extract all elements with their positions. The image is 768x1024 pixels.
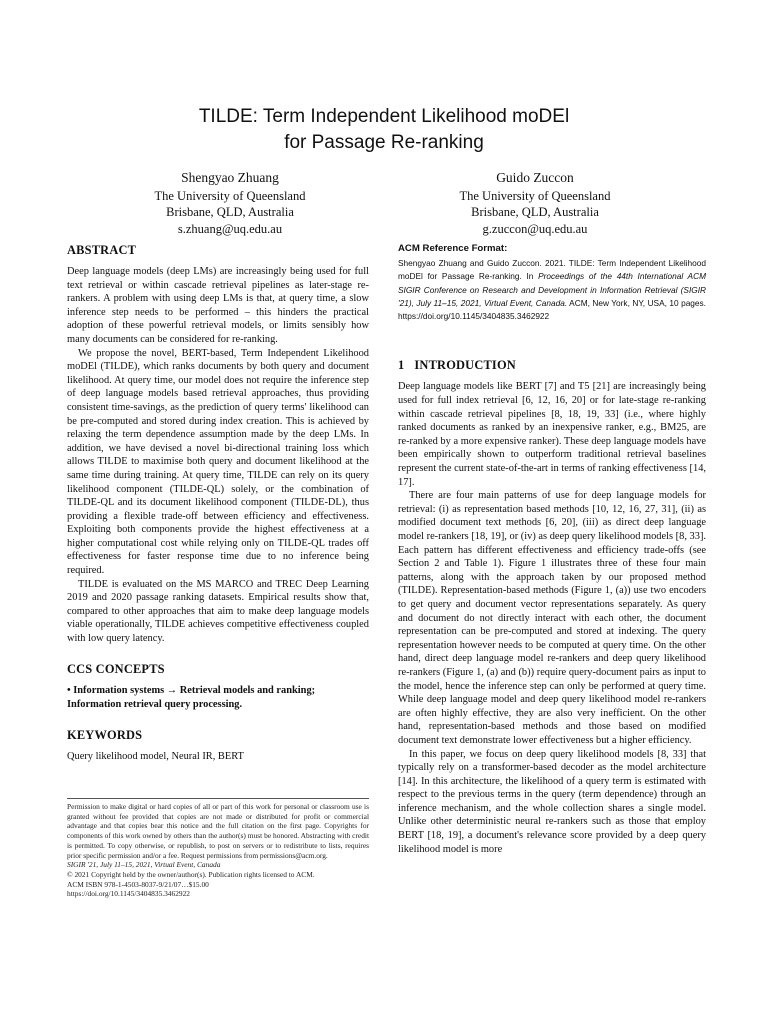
footnote-rule (67, 798, 369, 799)
keywords-text: Query likelihood model, Neural IR, BERT (67, 750, 244, 762)
introduction-paragraph-3: In this paper, we focus on deep query likelihood models [8, 33] that typically rely on a transformer-based decoder as the model architecture [14]. In this architecture, the likelihood of a query term is estimated with respect to the previous terms in the query (term dependence) through an inference mechanism, and the whole collection shares a single model. Unlike other deterministic neural re-rankers such as those that employ BERT [18, 19], a document's relevance score provided by a deep query likelihood model is more (398, 748, 706, 855)
abstract-paragraph-1: Deep language models (deep LMs) are increasingly being used for full text retrieval or within cascade retrieval pipelines as later-stage re-rankers. A problem with using deep LMs is that, at query time, a slow inference step needs to be performed – this hinders the practical adoption of these powerful retrieval models, or limits sensibly how many documents can be considered for re-ranking. (67, 266, 369, 345)
permission-footnote (67, 802, 369, 899)
author-affiliation: The University of Queensland (459, 189, 611, 204)
copyright-line: © 2021 Copyright held by the owner/author(s). Publication rights licensed to ACM. (67, 869, 315, 879)
introduction-heading (398, 358, 706, 373)
author-location: Brisbane, QLD, Australia (471, 205, 599, 220)
isbn-line: ACM ISBN 978-1-4503-8037-9/21/07…$15.00 (67, 879, 209, 889)
author-email: s.zhuang@uq.edu.au (177, 221, 283, 236)
keywords-heading: KEYWORDS (67, 727, 143, 742)
paper-title-line-1: TILDE: Term Independent Likelihood moDEl (198, 106, 570, 127)
author-block-2 (385, 170, 685, 237)
paper-title-line-2: for Passage Re-ranking (284, 132, 484, 153)
doi-link[interactable]: https://doi.org/10.1145/3404835.3462922 (67, 889, 190, 899)
abstract-heading: ABSTRACT (67, 243, 137, 257)
reference-format-text: Shengyao Zhuang and Guido Zuccon. 2021. TILDE: Term Independent Likelihood moDEl for Passage Re-ranking. In Proceedings of the 44th International ACM SIGIR Conference on Research and Development in Information Retrieval (SIGIR '21), July 11–15, 2021, Virtual Event, Canada. ACM, New York, NY, USA, 10 pages. https://doi.org/10.1145/3404835.3462922 (398, 258, 706, 322)
author-affiliation: The University of Queensland (154, 189, 306, 204)
introduction-paragraph-1: Deep language models like BERT [7] and T5 [21] are increasingly being used for full index retrieval [6, 12, 16, 20] or for late-stage re-ranking within cascade retrieval pipelines [8, 18, 19, 33] (i.e., where highly ranked documents as ranked by an inexpensive ranker, e.g., BM25, are re-ranked by a more expensive ranker). These deep language models have been empirically shown to outperform traditional retrieval baselines represent the current state-of-the-art in terms of ranking effectiveness [14, 17]. (398, 381, 706, 488)
author-email: g.zuccon@uq.edu.au (482, 221, 588, 236)
paper-title (0, 104, 768, 156)
section-title: INTRODUCTION (414, 358, 516, 373)
reference-format-heading: ACM Reference Format: (398, 243, 508, 254)
abstract-paragraph-3: TILDE is evaluated on the MS MARCO and TREC Deep Learning 2019 and 2020 passage ranking datasets. Empirical results show that, compared to other approaches that aim to make deep language models viable operationally, TILDE achieves competitive effectiveness coupled with low query latency. (67, 578, 369, 645)
permission-text: Permission to make digital or hard copies of all or part of this work for personal or classroom use is granted without fee provided that copies are not made or distributed for profit or commercial advantage and that copies bear this notice and the full citation on the first page. Copyrights for components of this work owned by others than the author(s) must be honored. Abstracting with credit is permitted. To copy otherwise, or republish, to post on servers or to redistribute to lists, requires prior specific permission and/or a fee. Request permissions from permissions@acm.org. (67, 802, 369, 860)
ccs-heading: CCS CONCEPTS (67, 661, 165, 676)
right-column (398, 243, 706, 856)
ccs-text: • Information systems → Retrieval models and ranking; Information retrieval query processing. (67, 684, 316, 710)
venue-line: SIGIR '21, July 11–15, 2021, Virtual Event, Canada (67, 860, 221, 870)
left-column (67, 243, 369, 764)
introduction-paragraph-2: There are four main patterns of use for deep language models for retrieval: (i) as representation based methods [10, 12, 16, 27, 31], (ii) as modified document text methods [6, 20], (iii) as direct deep language model re-rankers [18, 19], or (iv) as deep query likelihood models [8, 33]. Each pattern has different effectiveness and efficiency trade-offs (see Section 2 and Table 1). Figure 1 illustrates three of these four main patterns, along with the approach taken by our proposed method (TILDE). Representation-based methods (Figure 1, (a)) use two encoders to get query and document vector representations separately. As query and document do not directly interact with each other, the document representation can be pre-computed and stored at indexing. The query representation however needs to be computed at query time. On the other hand, direct deep language model re-rankers and deep query likelihood re-rankers (Figure 1, (a) and (b)) require query-document pairs as input to the model, hence the inference step can only be performed at query time. While deep language model and deep query likelihood model re-rankers are often highly effective, they are also very inefficient. On the other hand, representation-based methods and those based on modified document text demonstrate lower effectiveness but a higher efficiency. (398, 490, 706, 746)
abstract-paragraph-2: We propose the novel, BERT-based, Term Independent Likelihood moDEl (TILDE), which ranks documents by both query and document likelihood. At query time, our model does not require the inference step of deep language models based retrieval approaches, thus providing consistent time-savings, as the prediction of query terms' likelihood can be pre-computed and stored during index creation. This is achieved by relaxing the term dependence assumption made by the deep LMs. In addition, we have devised a novel bi-directional training loss which allows TILDE to maximise both query and document likelihood at the same time during training. At query time, TILDE can rely on its query likelihood component (TILDE-QL) solely, or the combination of TILDE-QL and its document likelihood component (TILDE-DL), thus providing a flexible trade-off between efficiency and effectiveness. Exploiting both components provide the highest effectiveness at a higher computational cost while relying only on TILDE-QL trades off effectiveness for faster response time due to no inference being required. (67, 347, 369, 577)
author-location: Brisbane, QLD, Australia (166, 205, 294, 220)
author-name: Guido Zuccon (496, 170, 574, 185)
author-name: Shengyao Zhuang (181, 170, 279, 185)
author-block-1 (80, 170, 380, 237)
section-number: 1 (398, 358, 405, 373)
